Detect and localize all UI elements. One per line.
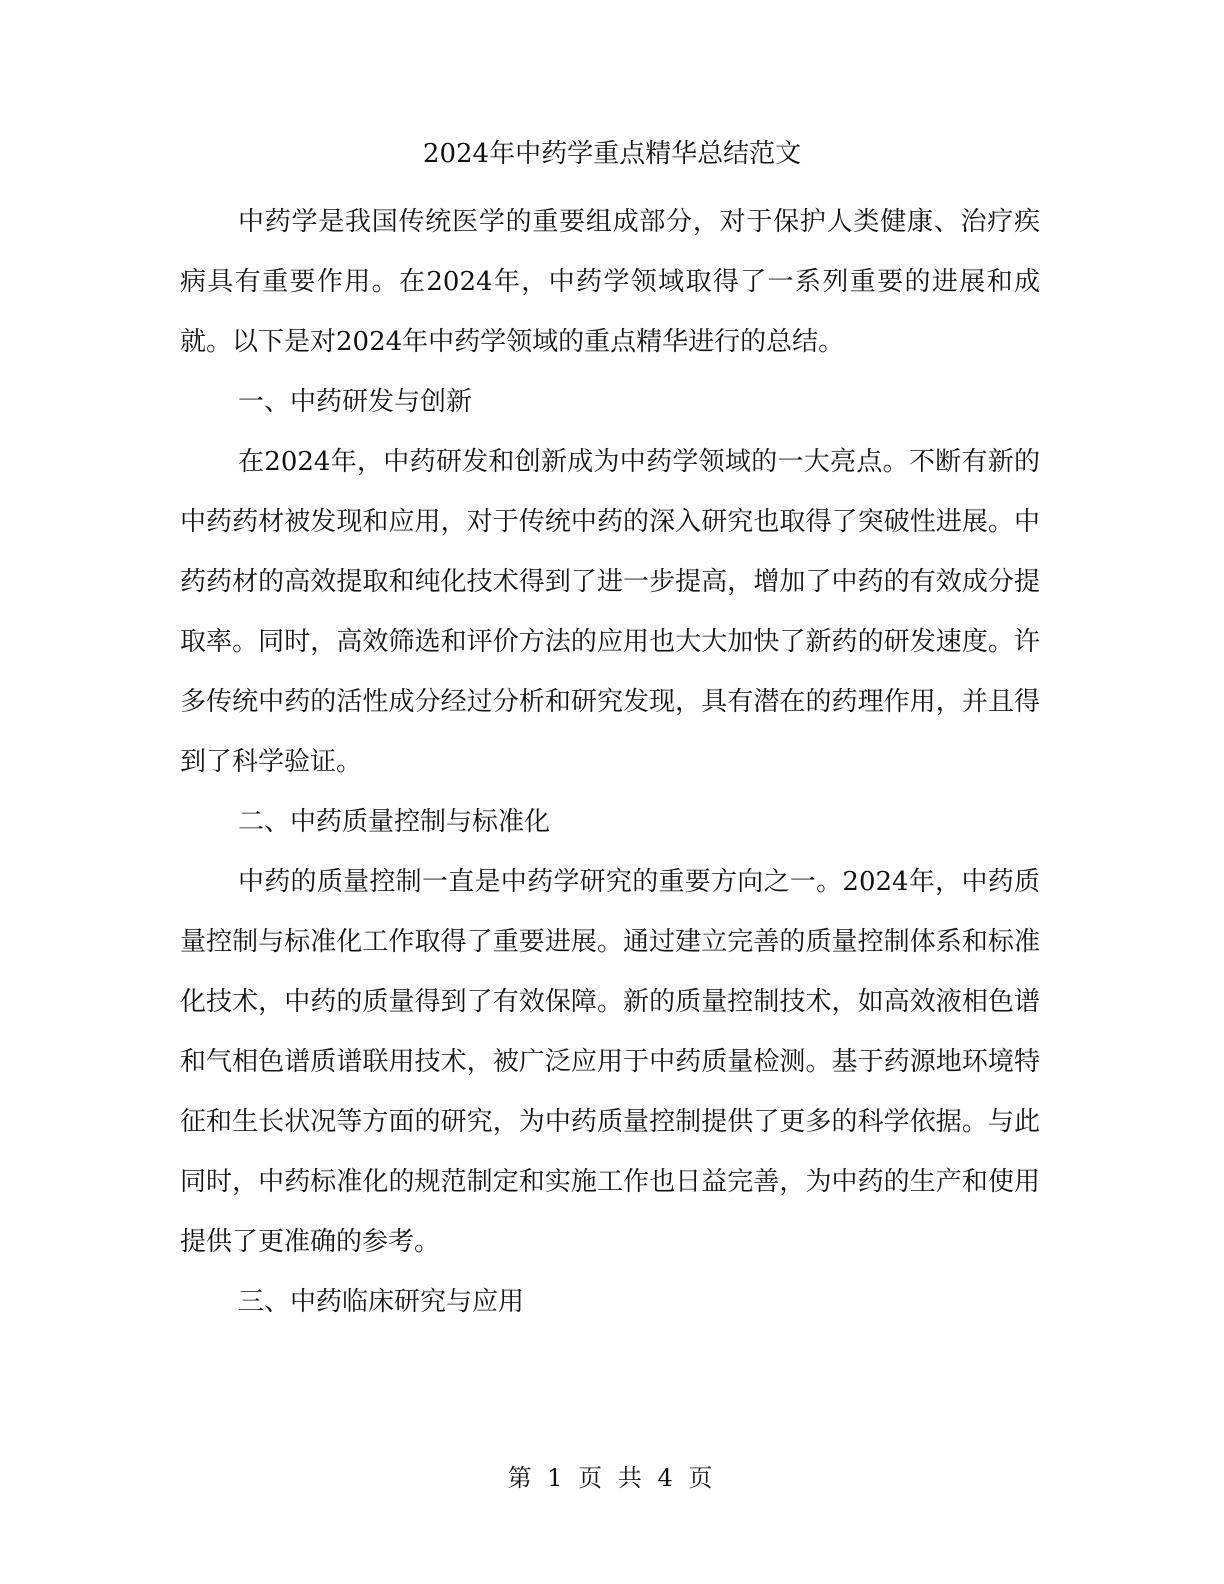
document-body: [180, 192, 1040, 1332]
section-heading-rd: 一、中药研发与创新: [238, 387, 473, 417]
page-number-footer: 第 1 页 共 4 页: [507, 1464, 717, 1492]
section-heading-quality: 二、中药质量控制与标准化: [238, 807, 551, 837]
section-body-rd: 在2024年，中药研发和创新成为中药学领域的一大亮点。不断有新的中药药材被发现和应用，对于传统中药的深入研究也取得了突破性进展。中药药材的高效提取和纯化技术得到了进一步提高，增加了中药的有效成分提取率。同时，高效筛选和评价方法的应用也大大加快了新药的研发速度。许多传统中药的活性成分经过分析和研究发现，具有潜在的药理作用，并且得到了科学验证。: [180, 447, 1040, 777]
section-body-quality: 中药的质量控制一直是中药学研究的重要方向之一。2024年，中药质量控制与标准化工作取得了重要进展。通过建立完善的质量控制体系和标准化技术，中药的质量得到了有效保障。新的质量控制技术，如高效液相色谱和气相色谱质谱联用技术，被广泛应用于中药质量检测。基于药源地环境特征和生长状况等方面的研究，为中药质量控制提供了更多的科学依据。与此同时，中药标准化的规范制定和实施工作也日益完善，为中药的生产和使用提供了更准确的参考。: [180, 867, 1040, 1257]
section-heading-clinical: 三、中药临床研究与应用: [238, 1287, 525, 1317]
intro-paragraph: 中药学是我国传统医学的重要组成部分，对于保护人类健康、治疗疾病具有重要作用。在2024年，中药学领域取得了一系列重要的进展和成就。以下是对2024年中药学领域的重点精华进行的总结。: [180, 207, 1040, 357]
document-title: 2024年中药学重点精华总结范文: [422, 139, 802, 169]
